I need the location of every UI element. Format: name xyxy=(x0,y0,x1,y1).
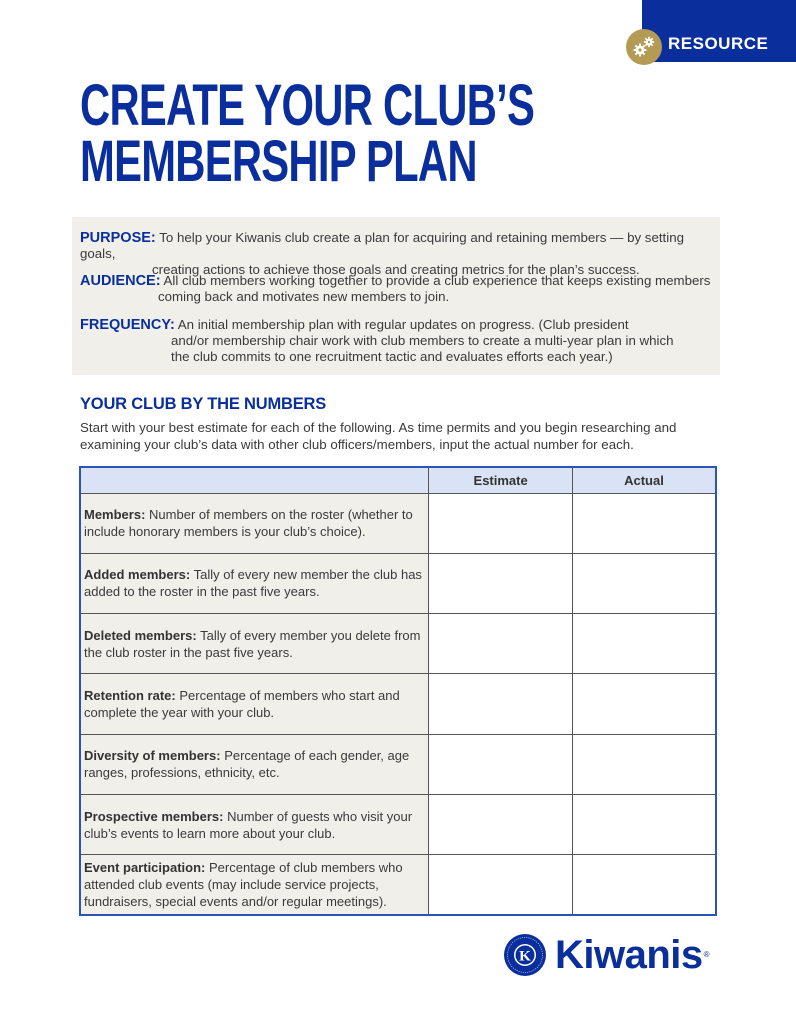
metric-description xyxy=(80,794,429,854)
metric-description xyxy=(80,674,429,734)
estimate-cell[interactable] xyxy=(429,493,573,553)
actual-cell[interactable] xyxy=(572,553,716,613)
actual-cell[interactable] xyxy=(572,794,716,854)
estimate-cell[interactable] xyxy=(429,553,573,613)
estimate-cell[interactable] xyxy=(429,674,573,734)
metric-text: Percentage of each gender, age ranges, professions, ethnicity, etc. xyxy=(84,748,410,781)
purpose-row xyxy=(80,230,720,278)
metric-text: Tally of every member you delete from the club roster in the past five years. xyxy=(84,627,421,660)
metric-label: Event participation: xyxy=(84,860,206,876)
section-description: Start with your best estimate for each of the following. As time permits and you begin researching and examining your club’s data with other club officers/members, input the actual number for each. xyxy=(80,420,677,452)
actual-cell[interactable] xyxy=(572,493,716,553)
title-line-1: CREATE YOUR CLUB’S xyxy=(80,73,535,138)
actual-cell[interactable] xyxy=(572,614,716,674)
title-line-2: MEMBERSHIP PLAN xyxy=(80,129,477,194)
column-header-actual: Actual xyxy=(572,467,716,493)
column-header-metric xyxy=(80,467,429,493)
metric-text: Percentage of members who start and complete the year with your club. xyxy=(84,688,400,721)
purpose-text-2: creating actions to achieve those goals and creating metrics for the plan’s success. xyxy=(152,262,640,277)
table-row xyxy=(80,734,716,794)
frequency-text-1: An initial membership plan with regular updates on progress. (Club president xyxy=(177,317,629,332)
metric-text: Number of guests who visit your club’s events to learn more about your club. xyxy=(84,808,413,841)
info-panel xyxy=(72,217,720,375)
actual-cell[interactable] xyxy=(572,734,716,794)
metric-label: Added members: xyxy=(84,567,191,583)
numbers-table xyxy=(79,466,717,916)
metric-label: Members: xyxy=(84,507,146,523)
column-header-estimate: Estimate xyxy=(429,467,573,493)
actual-cell[interactable] xyxy=(572,855,716,915)
metric-description xyxy=(80,493,429,553)
frequency-key: FREQUENCY: xyxy=(80,317,175,333)
frequency-row xyxy=(80,317,674,365)
frequency-text-2: and/or membership chair work with club members to create a multi-year plan in which xyxy=(171,333,674,348)
metric-label: Deleted members: xyxy=(84,627,197,643)
metric-label: Prospective members: xyxy=(84,808,224,824)
metric-description xyxy=(80,855,429,915)
estimate-cell[interactable] xyxy=(429,794,573,854)
purpose-key: PURPOSE: xyxy=(80,230,156,246)
metric-label: Diversity of members: xyxy=(84,748,221,764)
purpose-text-1: To help your Kiwanis club create a plan for acquiring and retaining members — by setting goals, xyxy=(80,230,684,261)
audience-text-1: All club members working together to provide a club experience that keeps existing members xyxy=(163,273,711,288)
table-row xyxy=(80,493,716,553)
gears-icon xyxy=(626,29,662,65)
metric-description xyxy=(80,614,429,674)
svg-text:K: K xyxy=(519,948,531,965)
resource-label: RESOURCE xyxy=(668,34,769,53)
table-header-row xyxy=(80,467,716,493)
table-row xyxy=(80,794,716,854)
frequency-text-3: the club commits to one recruitment tactic and evaluates efforts each year.) xyxy=(171,349,613,364)
metric-label: Retention rate: xyxy=(84,688,176,704)
kiwanis-logo xyxy=(503,932,710,978)
table-row xyxy=(80,674,716,734)
actual-cell[interactable] xyxy=(572,674,716,734)
audience-key: AUDIENCE: xyxy=(80,273,161,289)
metric-description xyxy=(80,734,429,794)
page-title xyxy=(80,73,535,194)
table-row xyxy=(80,855,716,915)
estimate-cell[interactable] xyxy=(429,734,573,794)
metric-text: Number of members on the roster (whether to include honorary members is your club’s choice). xyxy=(84,507,413,540)
audience-row xyxy=(80,273,710,305)
kiwanis-seal-icon xyxy=(503,933,547,977)
table-row xyxy=(80,553,716,613)
logo-wordmark: Kiwanis xyxy=(555,933,703,977)
estimate-cell[interactable] xyxy=(429,614,573,674)
registered-mark: ® xyxy=(703,950,710,959)
metric-text: Tally of every new member the club has added to the roster in the past five years. xyxy=(84,567,422,600)
metric-description xyxy=(80,553,429,613)
table-row xyxy=(80,614,716,674)
audience-text-2: coming back and motivates new members to join. xyxy=(158,289,450,304)
section-title: YOUR CLUB BY THE NUMBERS xyxy=(80,395,327,413)
metric-text: Percentage of club members who attended club events (may include service projects, fundraisers, special events and/or regular meetings). xyxy=(84,860,403,910)
estimate-cell[interactable] xyxy=(429,855,573,915)
